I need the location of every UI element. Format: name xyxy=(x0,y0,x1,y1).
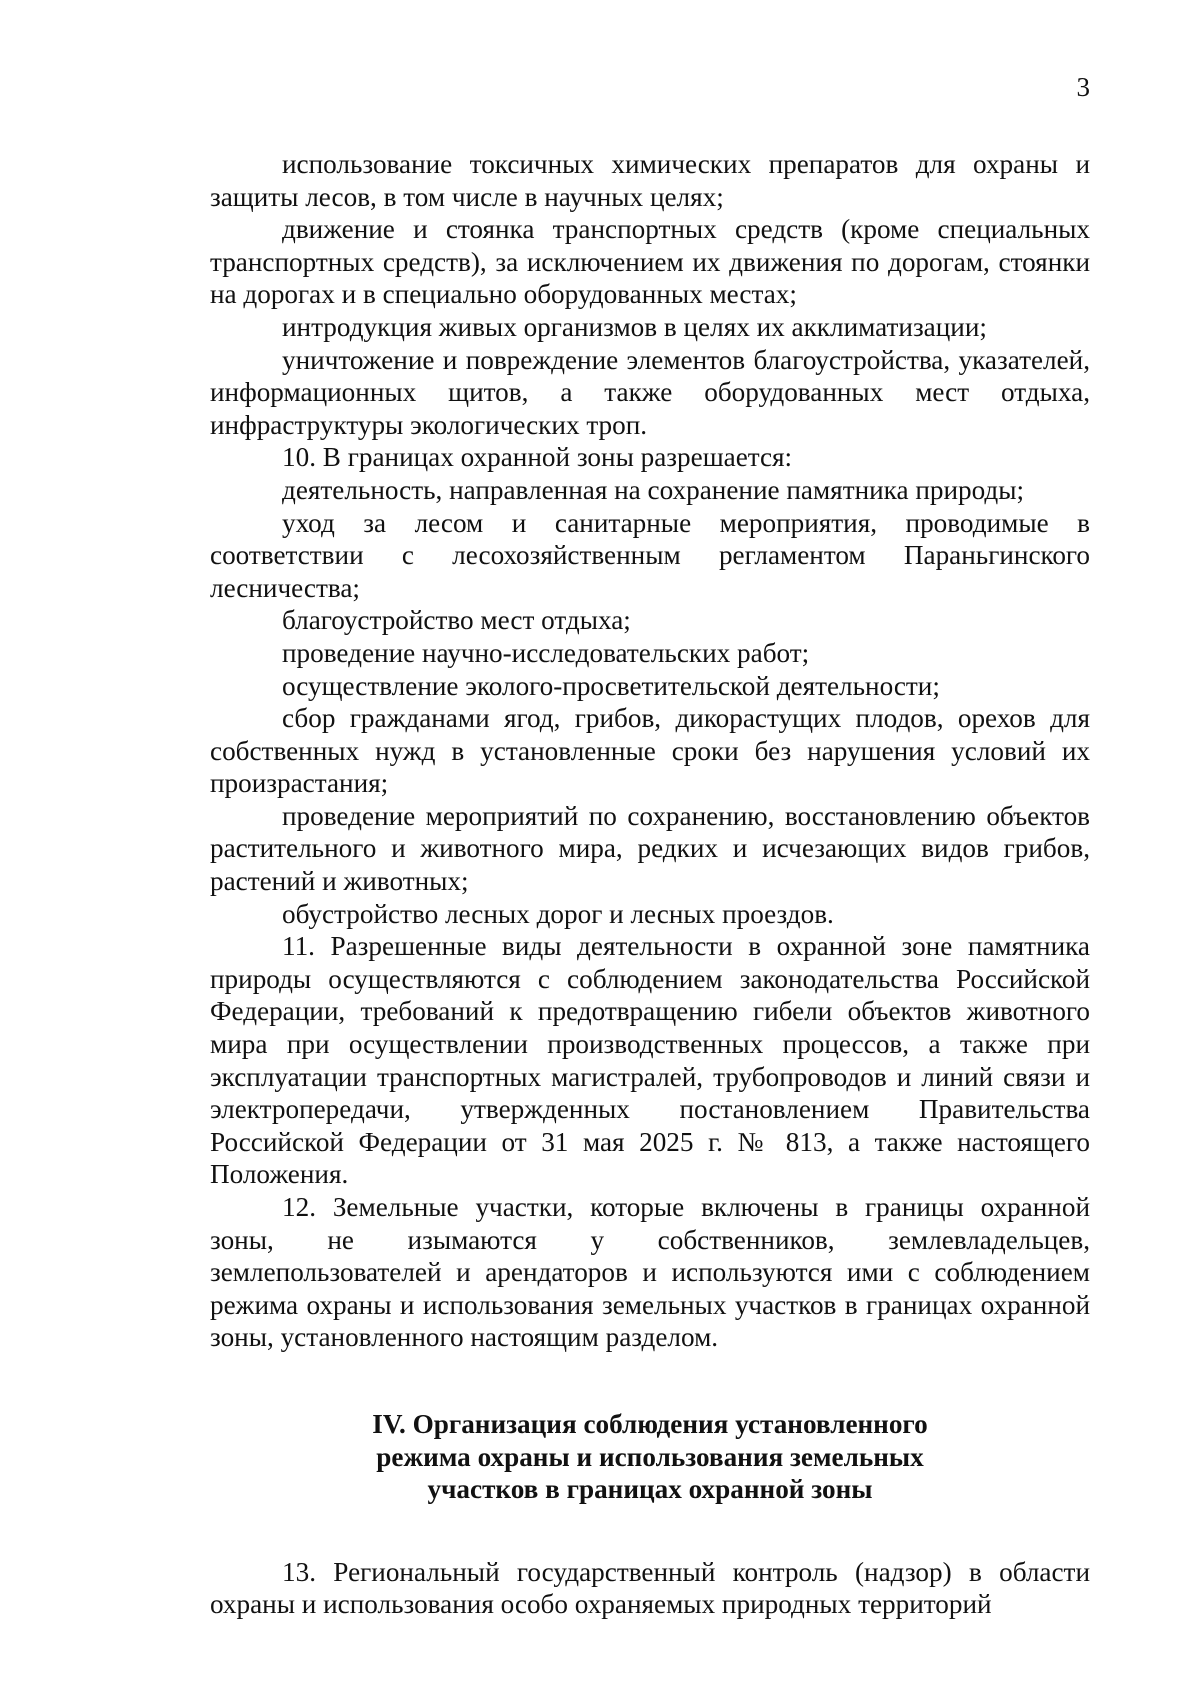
paragraph: 12. Земельные участки, которые включены в границы охранной зоны, не изымаются у собственников, землевладельцев, землепользователей и арендаторов и используются ими с соблюдением режима охраны и использования земельных участков в границах охранной зоны, установленного настоящим разделом. xyxy=(210,1192,1090,1353)
section-heading-line: IV. Организация соблюдения установленного xyxy=(372,1408,928,1439)
paragraph: деятельность, направленная на сохранение памятника природы; xyxy=(282,474,1025,505)
paragraph: сбор гражданами ягод, грибов, дикорастущих плодов, орехов для собственных нужд в установленные сроки без нарушения условий их произрастания; xyxy=(210,703,1090,799)
paragraph: осуществление эколого-просветительской деятельности; xyxy=(282,670,940,701)
paragraph: 11. Разрешенные виды деятельности в охранной зоне памятника природы осуществляются с соблюдением законодательства Российской Федерации, требований к предотвращению гибели объектов животного мира при осуществлении производственных процессов, а также при эксплуатации транспортных магистралей, трубопроводов и линий связи и электропередачи, утвержденных постановлением Правительства Российской Федерации от 31 мая 2025 г. № 813, а также настоящего Положения. xyxy=(210,931,1090,1190)
paragraph: проведение мероприятий по сохранению, восстановлению объектов растительного и животного мира, редких и исчезающих видов грибов, растений и животных; xyxy=(210,800,1090,897)
paragraph: проведение научно-исследовательских работ; xyxy=(282,637,810,668)
paragraph: уход за лесом и санитарные мероприятия, проводимые в соответствии с лесохозяйственным регламентом Параньгинского лесничества; xyxy=(210,507,1090,603)
page-number: 3 xyxy=(1076,72,1090,102)
paragraph: движение и стоянка транспортных средств (кроме специальных транспортных средств), за исключением их движения по дорогам, стоянки на дорогах и в специально оборудованных местах; xyxy=(210,214,1090,310)
document-body xyxy=(210,148,1090,1621)
paragraph: интродукция живых организмов в целях их акклиматизации; xyxy=(282,311,987,342)
paragraph: благоустройство мест отдыха; xyxy=(282,605,631,636)
paragraph: 13. Региональный государственный контроль (надзор) в области охраны и использования особо охраняемых природных территорий xyxy=(210,1556,1090,1620)
section-heading-line: режима охраны и использования земельных xyxy=(376,1441,924,1472)
paragraph: уничтожение и повреждение элементов благоустройства, указателей, информационных щитов, а также оборудованных мест отдыха, инфраструктуры экологических троп. xyxy=(210,344,1090,440)
paragraph: обустройство лесных дорог и лесных проездов. xyxy=(282,898,834,929)
paragraph: 10. В границах охранной зоны разрешается: xyxy=(282,442,793,473)
paragraph: использование токсичных химических препаратов для охраны и защиты лесов, в том числе в научных целях; xyxy=(210,149,1090,212)
section-heading-line: участков в границах охранной зоны xyxy=(427,1474,873,1505)
section-heading xyxy=(210,1408,1090,1506)
